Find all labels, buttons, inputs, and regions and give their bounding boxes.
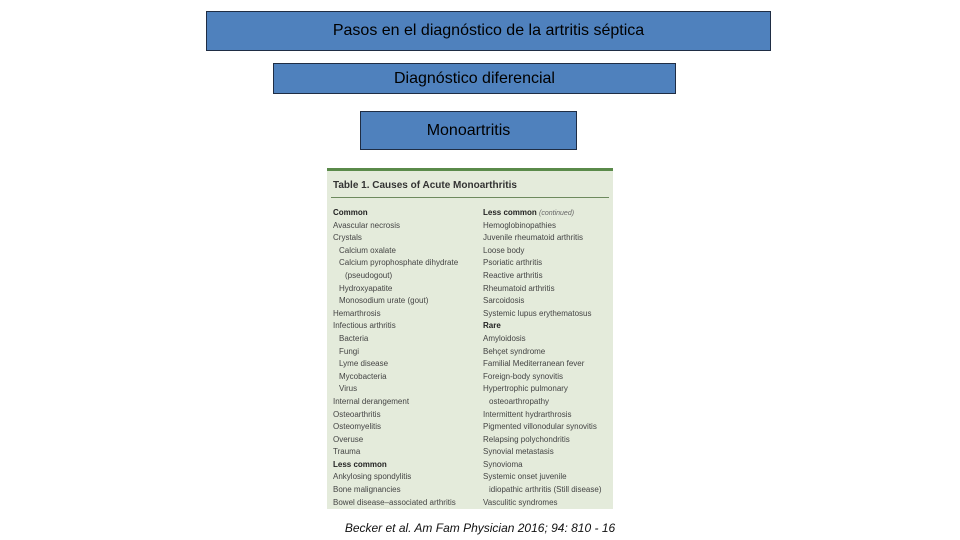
- table-line: Bowel disease–associated arthritis: [333, 497, 456, 507]
- table-line: Calcium pyrophosphate dihydrate: [339, 258, 459, 268]
- table-line: Hemarthrosis: [333, 308, 381, 318]
- monoarthritis-label: Monoartritis: [426, 121, 511, 139]
- table-left-column: [333, 207, 473, 509]
- table-line: Rheumatoid arthritis: [483, 283, 555, 293]
- citation: Becker et al. Am Fam Physician 2016; 94: 810 - 16: [344, 521, 616, 535]
- table-line: Bone malignancies: [333, 485, 401, 495]
- table-line: Sarcoidosis: [483, 296, 525, 306]
- table-line: Systemic lupus erythematosus: [483, 308, 592, 318]
- table-right-column: [483, 207, 611, 509]
- table-line: Hydroxyapatite: [339, 283, 393, 293]
- monoarthritis-box: [360, 111, 577, 150]
- table-line: Trauma: [333, 447, 361, 457]
- table-line: Internal derangement: [333, 396, 410, 406]
- table-line: Amyloidosis: [483, 333, 526, 343]
- table-line: Crystals: [333, 233, 362, 243]
- table-line: Monosodium urate (gout): [339, 296, 429, 306]
- table-line: Vasculitic syndromes: [483, 497, 558, 507]
- table-line: Intermittent hydrarthrosis: [483, 409, 572, 419]
- table-line: Less common: [333, 459, 387, 469]
- table-line: Osteomyelitis: [333, 422, 382, 432]
- table-line: Hypertrophic pulmonary: [483, 384, 568, 394]
- table-line: Fungi: [339, 346, 360, 356]
- table-line: Pigmented villonodular synovitis: [483, 422, 597, 432]
- table-line: osteoarthropathy: [489, 396, 550, 406]
- table-line: Less common (continued): [483, 208, 575, 217]
- table-line: Behçet syndrome: [483, 346, 546, 356]
- table-line: Overuse: [333, 434, 364, 444]
- table-title: Table 1. Causes of Acute Monoarthritis: [333, 180, 517, 191]
- table-line: Mycobacteria: [339, 371, 387, 381]
- differential-diagnosis-box: [273, 63, 676, 94]
- table-line: Foreign-body synovitis: [483, 371, 564, 381]
- slide-title-box: [206, 11, 771, 51]
- table-line: Bacteria: [339, 333, 369, 343]
- table-line: Calcium oxalate: [339, 245, 396, 255]
- table-line: Synovial metastasis: [483, 447, 554, 457]
- table-line: Juvenile rheumatoid arthritis: [483, 233, 584, 243]
- table-line: Infectious arthritis: [333, 321, 396, 331]
- table-line: Psoriatic arthritis: [483, 258, 543, 268]
- table-line: Avascular necrosis: [333, 220, 400, 230]
- table-line: idiopathic arthritis (Still disease): [489, 485, 602, 495]
- table-title-rule: [331, 197, 609, 198]
- table-line: Relapsing polychondritis: [483, 434, 570, 444]
- table-line: Common: [333, 208, 368, 217]
- table-line: Synovioma: [483, 459, 523, 469]
- differential-diagnosis-label: Diagnóstico diferencial: [394, 69, 555, 87]
- table-line: Loose body: [483, 245, 525, 255]
- table-line: Hemoglobinopathies: [483, 220, 556, 230]
- table-line: Osteoarthritis: [333, 409, 381, 419]
- table-line: Systemic onset juvenile: [483, 472, 567, 482]
- table-line: Rare: [483, 321, 501, 331]
- table-line: Reactive arthritis: [483, 270, 543, 280]
- table-line: Ankylosing spondylitis: [333, 472, 412, 482]
- table-line: (pseudogout): [345, 270, 393, 280]
- table-line: Lyme disease: [339, 359, 389, 369]
- table-line: Familial Mediterranean fever: [483, 359, 585, 369]
- slide-title: Pasos en el diagnóstico de la artritis séptica: [332, 22, 645, 39]
- table-line: Virus: [339, 384, 358, 394]
- causes-table-image: [327, 168, 613, 509]
